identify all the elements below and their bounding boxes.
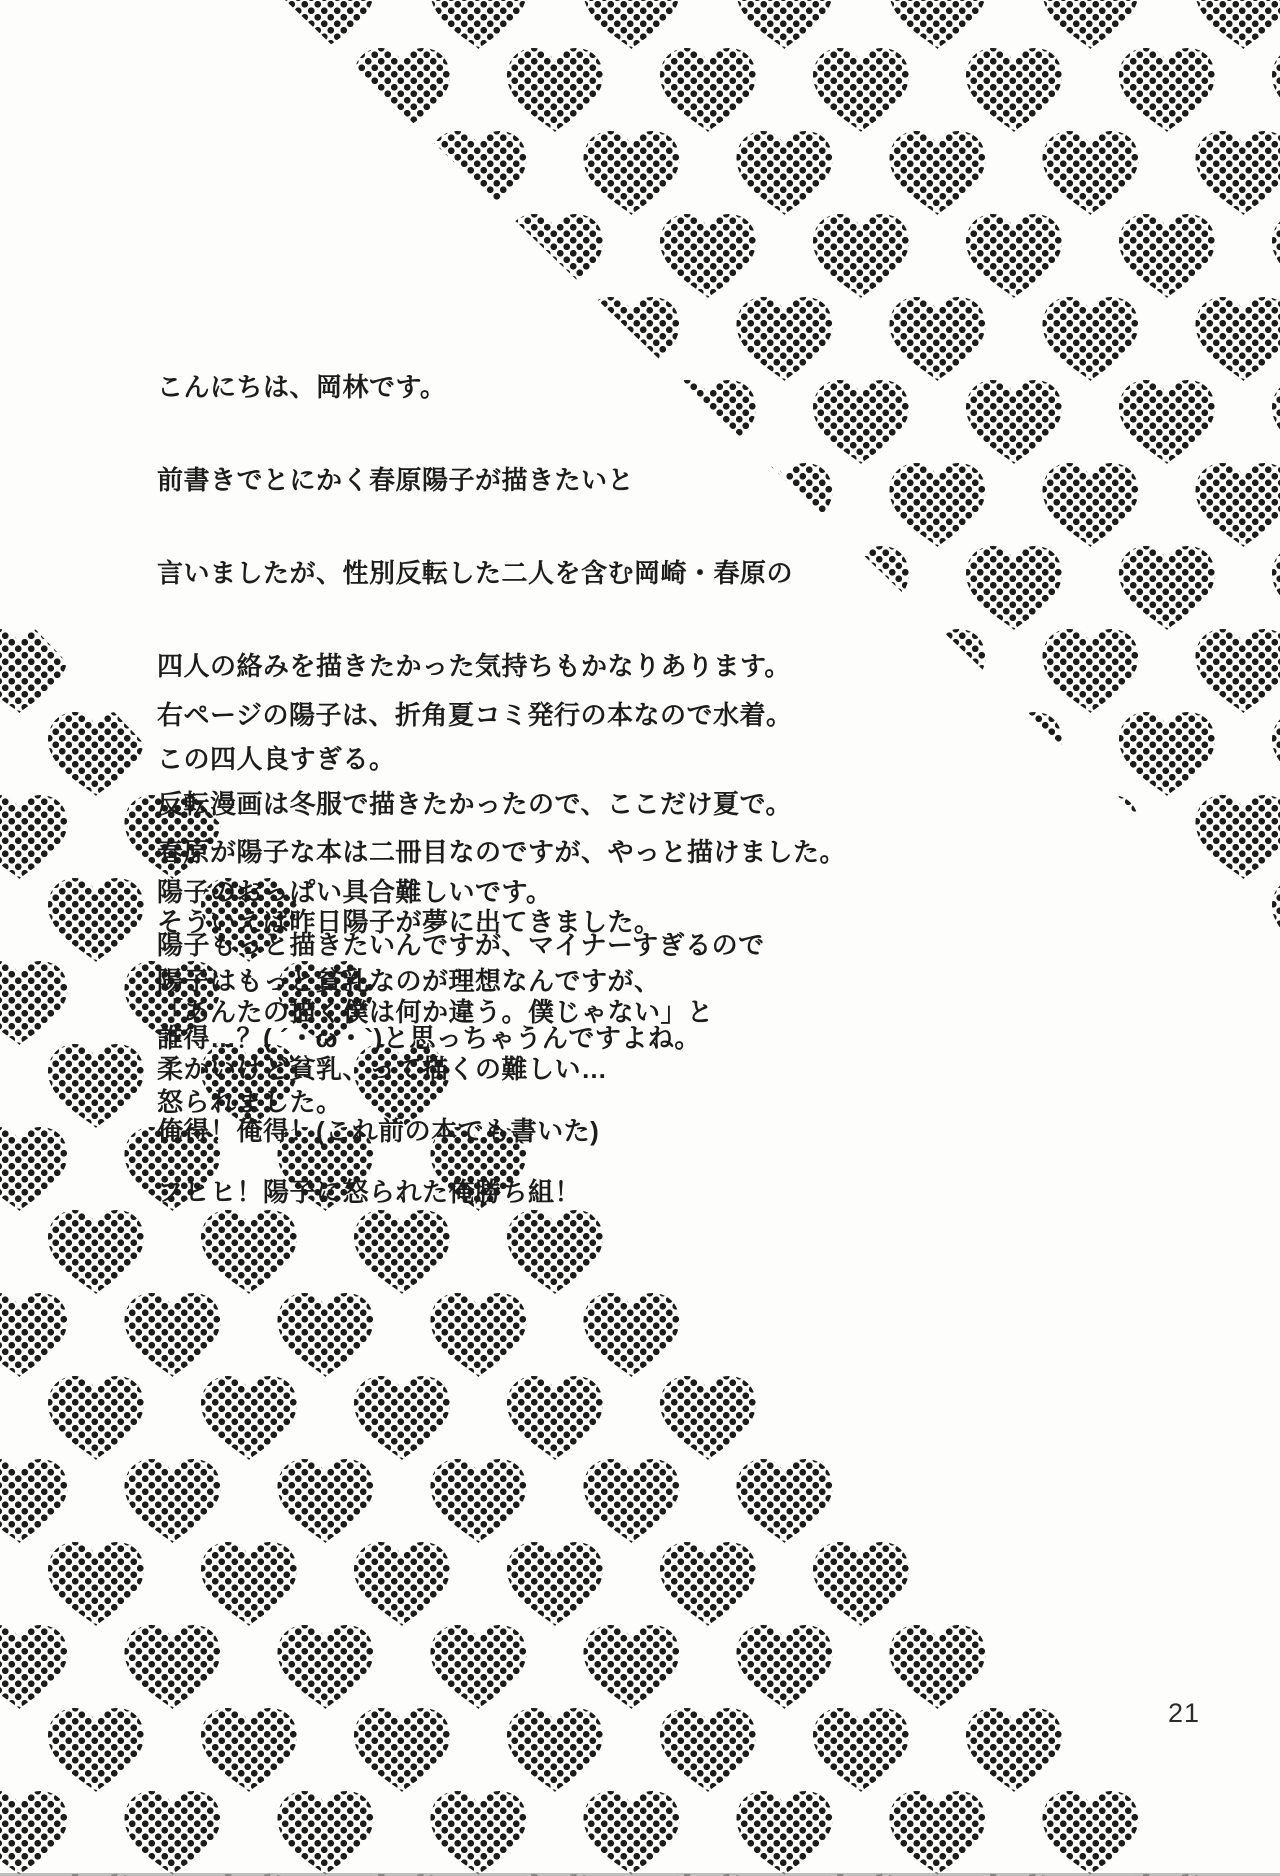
text-line: 反転漫画は冬服で描きたかったので、ここだけ夏で。 (157, 788, 792, 819)
text-line: 柔かいけど貧乳、って描くの難しい… (157, 1054, 608, 1084)
text-line: 俺得！俺得！(これ前の本でも書いた) (157, 1116, 600, 1146)
text-line: 前書きでとにかく春原陽子が描きたいと (157, 465, 635, 495)
text-line: この四人良すぎる。 (157, 744, 396, 774)
text-line: こんにちは、岡林です。 (157, 372, 447, 402)
text-line: 陽子はもっと貧乳なのが理想なんですが、 (157, 965, 661, 996)
text-line: 陽子もっと描きたいんですが、マイナーすぎるので (157, 930, 765, 960)
text-line: そういえば昨日陽子が夢に出てきました。 (157, 907, 661, 937)
text-line: フヒヒ！陽子に怒られた俺勝ち組！ (157, 1177, 582, 1207)
text-line: 怒られました。 (157, 1087, 343, 1117)
text-line: 陽子のおっぱい具合難しいです。 (157, 877, 553, 907)
text-line: 春原が陽子な本は二冊目なのですが、やっと描けました。 (157, 837, 847, 867)
text-line: 誰得…？( ´・ω・`)と思っちゃうんですよね。 (157, 1023, 701, 1053)
page-number: 21 (1168, 1698, 1201, 1728)
text-line: 「あんたの描く僕は何か違う。僕じゃない」と (157, 997, 714, 1027)
text-line: 右ページの陽子は、折角夏コミ発行の本なので水着。 (157, 700, 793, 730)
text-line: 言いましたが、性別反転した二人を含む岡崎・春原の (157, 558, 794, 588)
text-line: 四人の絡みを描きたかった気持ちもかなりあります。 (157, 651, 791, 681)
afterword-paragraph-3 (157, 847, 714, 1267)
